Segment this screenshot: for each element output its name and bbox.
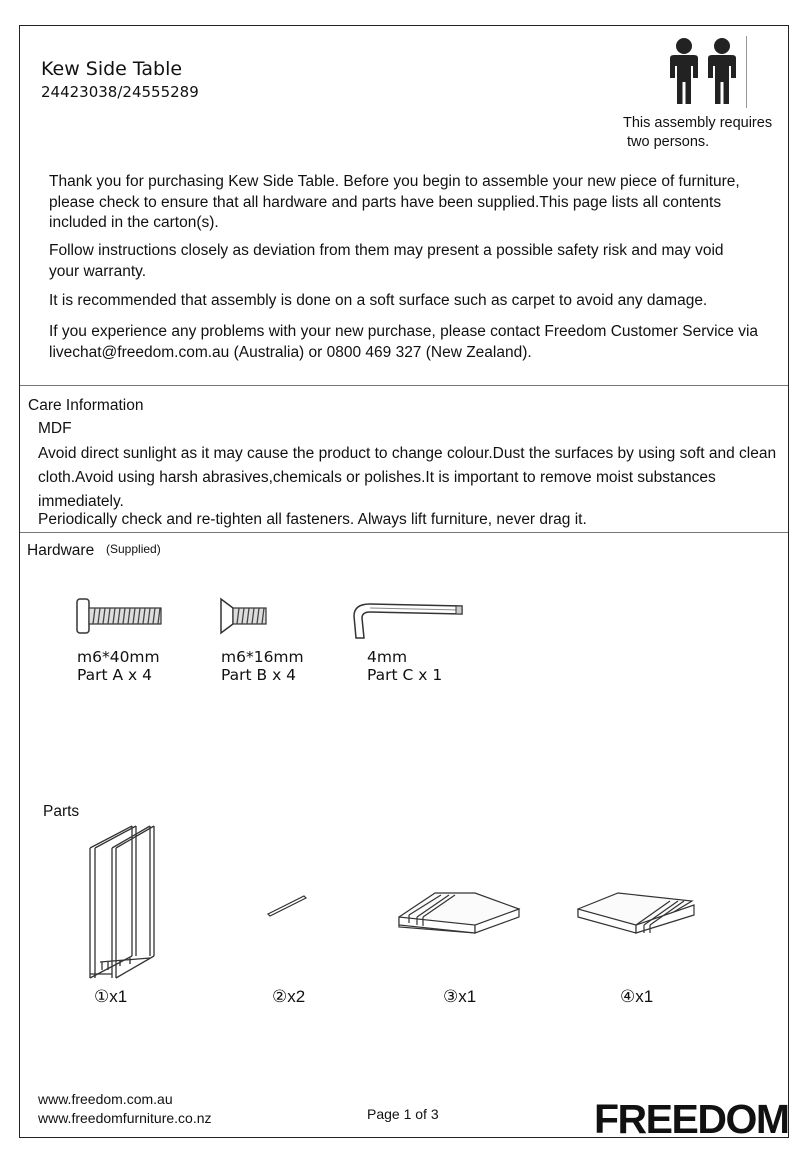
- freedom-logo: FREEDOM: [594, 1096, 789, 1142]
- footer-url-au: www.freedom.com.au: [38, 1091, 173, 1107]
- part-bar-icon: [266, 892, 308, 918]
- page-number: Page 1 of 3: [367, 1106, 439, 1122]
- part-1-qty: ①x1: [94, 987, 128, 1006]
- care-check: Periodically check and re-tighten all fasteners. Always lift furniture, never drag it.: [38, 511, 587, 528]
- allen-key-icon: [350, 596, 468, 642]
- product-codes: 24423038/24555289: [41, 83, 199, 101]
- hardware-supplied: (Supplied): [106, 542, 161, 556]
- part-frame-icon: [80, 820, 160, 985]
- hardware-b-part: Part B x 4: [221, 666, 297, 684]
- two-persons-line1: This assembly requires: [623, 115, 773, 131]
- hardware-c-size: 4mm: [367, 648, 408, 666]
- product-title: Kew Side Table: [41, 58, 183, 80]
- divider-1: [20, 385, 788, 386]
- two-persons-icon: [666, 36, 742, 104]
- parts-heading: Parts: [43, 803, 80, 820]
- care-text: Avoid direct sunlight as it may cause the product to change colour.Dust the surfaces by using soft and clean cloth.Avoid using harsh abrasives,chemicals or polishes.It is important to remove moist substances immediately.: [38, 445, 777, 510]
- bolt-b-icon: [218, 597, 270, 637]
- divider-2: [20, 532, 788, 533]
- part-shelf-right-icon: [574, 885, 699, 940]
- hardware-item-a: [77, 648, 160, 684]
- footer-urls: [38, 1090, 212, 1128]
- hardware-b-size: m6*16mm: [221, 648, 304, 666]
- intro-paragraph-3: It is recommended that assembly is done on a soft surface such as carpet to avoid any damage.: [49, 292, 708, 309]
- hardware-heading: Hardware: [27, 542, 95, 559]
- intro-paragraph-4: If you experience any problems with your new purchase, please contact Freedom Customer Service via livechat@freedom.com.au (Australia) or 0800 469 327 (New Zealand).: [49, 323, 759, 361]
- intro-paragraph-1: Thank you for purchasing Kew Side Table. Before you begin to assemble your new piece of furniture, please check to ensure that all hardware and parts have been supplied.This page lists all contents included in the carton(s).: [49, 173, 740, 231]
- part-shelf-left-icon: [395, 885, 525, 940]
- part-2-qty: ②x2: [272, 987, 306, 1006]
- intro-paragraph-2: Follow instructions closely as deviation from them may present a possible safety risk and may void your warranty.: [49, 242, 724, 280]
- hardware-c-part: Part C x 1: [367, 666, 443, 684]
- two-persons-note: [623, 114, 772, 152]
- part-4-qty: ④x1: [620, 987, 654, 1006]
- bolt-a-icon: [75, 597, 165, 637]
- care-material: MDF: [38, 420, 72, 437]
- hardware-a-part: Part A x 4: [77, 666, 153, 684]
- two-persons-line2: two persons.: [627, 134, 710, 150]
- care-heading: Care Information: [28, 397, 144, 414]
- header-divider: [746, 36, 747, 108]
- hardware-a-size: m6*40mm: [77, 648, 160, 666]
- hardware-item-c: [367, 648, 442, 684]
- hardware-item-b: [221, 648, 304, 684]
- part-3-qty: ③x1: [443, 987, 477, 1006]
- footer-url-nz: www.freedomfurniture.co.nz: [38, 1110, 212, 1126]
